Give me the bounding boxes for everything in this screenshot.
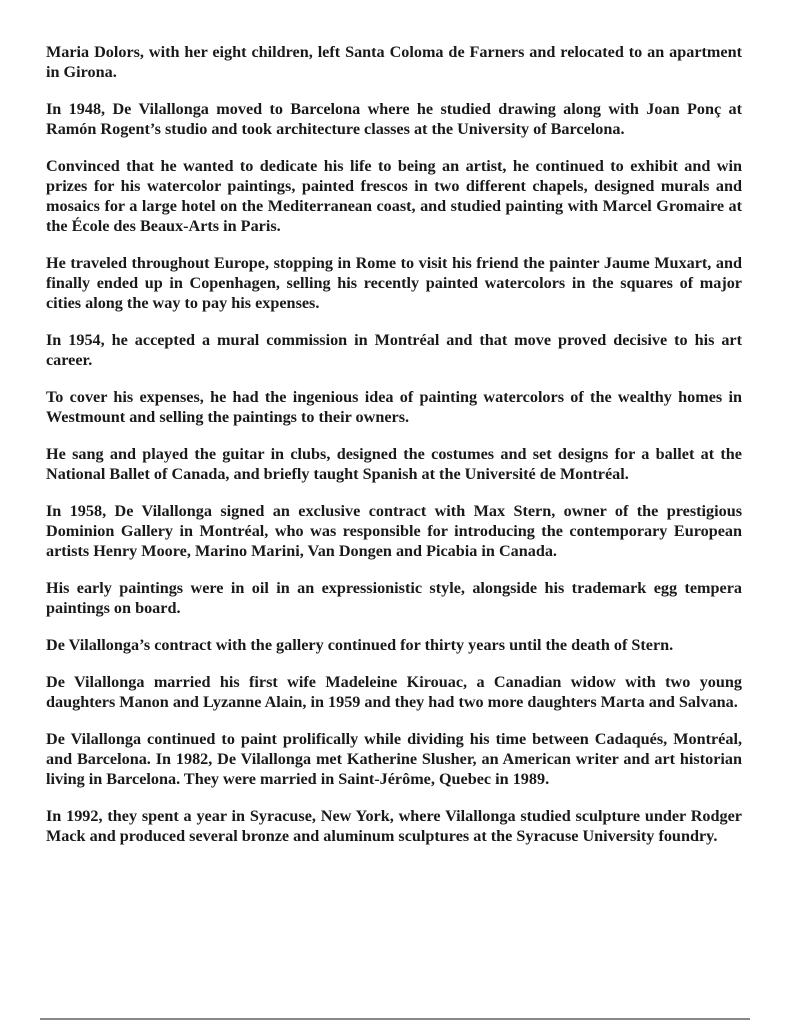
paragraph-montreal-1954: In 1954, he accepted a mural commission in Montréal and that move proved decisive to his art career.: [46, 331, 742, 369]
paragraph-westmount: To cover his expenses, he had the ingenious idea of painting watercolors of the wealthy homes in Westmount and selling the paintings to their owners.: [46, 388, 742, 426]
paragraph-barcelona-1948: In 1948, De Vilallonga moved to Barcelona where he studied drawing along with Joan Ponç at Ramón Rogent’s studio and took architecture classes at the University of Barcelona.: [46, 100, 742, 138]
paragraph-gallery-contract: De Vilallonga’s contract with the gallery continued for thirty years until the death of Stern.: [46, 636, 674, 654]
bottom-divider: [40, 1018, 750, 1020]
body-text: [46, 42, 742, 863]
paragraph-max-stern-1958: In 1958, De Vilallonga signed an exclusive contract with Max Stern, owner of the prestigious Dominion Gallery in Montréal, who was responsible for introducing the contemporary European artists Henry Moore, Marino Marini, Van Dongen and Picabia in Canada.: [46, 502, 742, 560]
paragraph-syracuse-1992: In 1992, they spent a year in Syracuse, New York, where Vilallonga studied sculpture under Rodger Mack and produced several bronze and aluminum sculptures at the Syracuse University foundry.: [46, 807, 742, 845]
paragraph-first-marriage: De Vilallonga married his first wife Madeleine Kirouac, a Canadian widow with two young daughters Manon and Lyzanne Alain, in 1959 and they had two more daughters Marta and Salvana.: [46, 673, 742, 711]
paragraph-ballet: He sang and played the guitar in clubs, designed the costumes and set designs for a ballet at the National Ballet of Canada, and briefly taught Spanish at the Université de Montréal.: [46, 445, 742, 483]
paragraph-early-paintings: His early paintings were in oil in an expressionistic style, alongside his trademark egg tempera paintings on board.: [46, 579, 742, 617]
paragraph-artist-career: Convinced that he wanted to dedicate his life to being an artist, he continued to exhibit and win prizes for his watercolor paintings, painted frescos in two different chapels, designed murals and mosaics for a large hotel on the Mediterranean coast, and studied painting with Marcel Gromaire at the École des Beaux-Arts in Paris.: [46, 157, 742, 235]
paragraph-europe-travels: He traveled throughout Europe, stopping in Rome to visit his friend the painter Jaume Muxart, and finally ended up in Copenhagen, selling his recently painted watercolors in the squares of major cities along the way to pay his expenses.: [46, 254, 742, 312]
paragraph-relocation-girona: Maria Dolors, with her eight children, left Santa Coloma de Farners and relocated to an apartment in Girona.: [46, 43, 742, 81]
paragraph-katherine-slusher: De Vilallonga continued to paint prolifically while dividing his time between Cadaqués, Montréal, and Barcelona. In 1982, De Vilallonga met Katherine Slusher, an American writer and art historian living in Barcelona. They were married in Saint-Jérôme, Quebec in 1989.: [46, 730, 742, 788]
